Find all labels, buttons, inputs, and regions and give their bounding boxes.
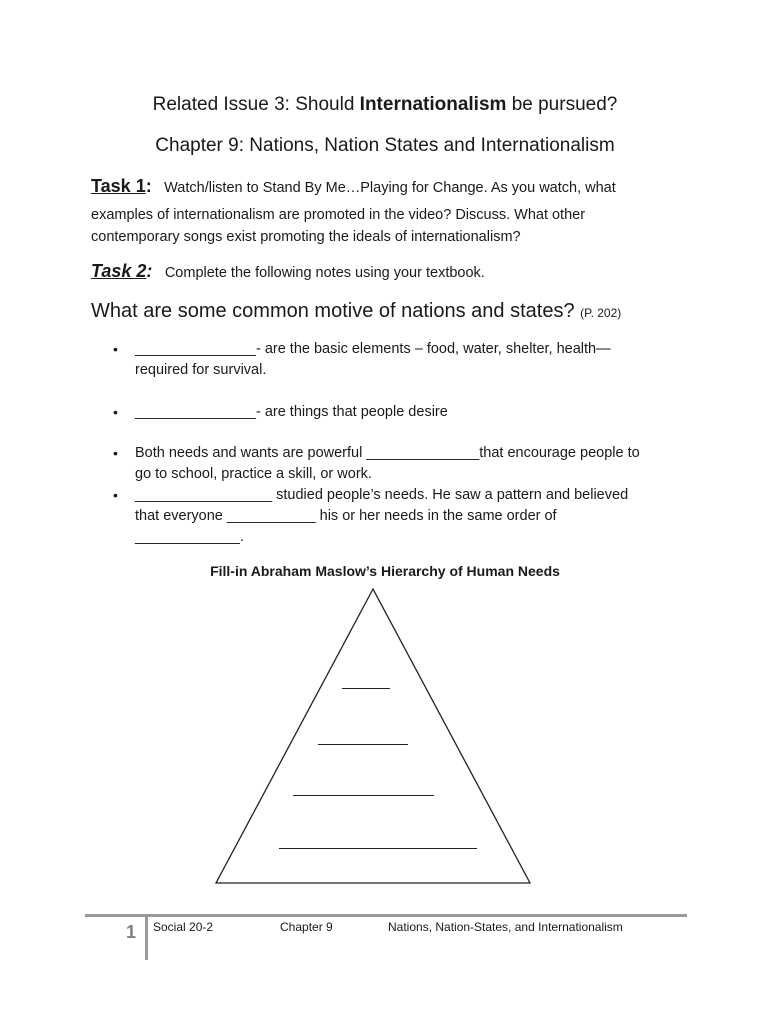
pyramid-blank-1[interactable] [342, 688, 390, 689]
footer-divider [145, 914, 148, 960]
bullet-2-line1: _______________- are things that people desire [135, 404, 448, 420]
task1-text-line3: contemporary songs exist promoting the ideals of internationalism? [91, 229, 521, 245]
task2-text: Complete the following notes using your textbook. [164, 265, 485, 281]
bullet-3-line2: go to school, practice a skill, or work. [135, 466, 372, 482]
pyramid-outline [216, 589, 530, 883]
task1-text-line1: Watch/listen to Stand By Me…Playing for Change. As you watch, what [164, 180, 616, 196]
bullet-4-line2: that everyone ___________ his or her needs in the same order of [135, 508, 557, 524]
title-prefix: Related Issue 3: Should [152, 94, 360, 115]
bullet-3-line1: Both needs and wants are powerful ______________that encourage people to [135, 445, 640, 461]
bullet-1-line1: _______________- are the basic elements – food, water, shelter, health— [135, 341, 611, 357]
pyramid-title: Fill-in Abraham Maslow’s Hierarchy of Human Needs [210, 563, 560, 579]
bullet-glyph-3: • [113, 445, 118, 461]
footer-chapter: Chapter 9 [280, 920, 333, 934]
pyramid-blank-2[interactable] [318, 744, 408, 745]
footer-rule [85, 914, 687, 917]
bullet-glyph-1: • [113, 341, 118, 357]
section-heading-text: What are some common motive of nations and states? [91, 300, 575, 322]
task1-text-line2: examples of internationalism are promoted in the video? Discuss. What other [91, 207, 586, 223]
bullet-1-line2: required for survival. [135, 362, 267, 378]
task2-label: Task 2 [91, 261, 147, 281]
page-reference: (P. 202) [580, 306, 622, 320]
page-number: 1 [126, 922, 137, 942]
task2-colon: : [146, 261, 153, 281]
bullet-glyph-2: • [113, 404, 118, 420]
pyramid-blank-4[interactable] [279, 848, 477, 849]
footer-course: Social 20-2 [153, 920, 214, 934]
title-bold-word: Internationalism [359, 94, 507, 115]
bullet-4-line1: _________________ studied people’s needs. He saw a pattern and believed [135, 487, 629, 503]
title-chapter: Chapter 9: Nations, Nation States and Internationalism [155, 135, 615, 156]
pyramid-blank-3[interactable] [293, 795, 434, 796]
footer-topic: Nations, Nation-States, and Internationalism [388, 920, 623, 934]
bullet-glyph-4: • [113, 487, 118, 503]
bullet-4-line3: _____________. [135, 529, 244, 545]
title-suffix: be pursued? [506, 94, 618, 115]
task1-label: Task 1 [91, 176, 146, 196]
task1-colon: : [145, 176, 152, 196]
